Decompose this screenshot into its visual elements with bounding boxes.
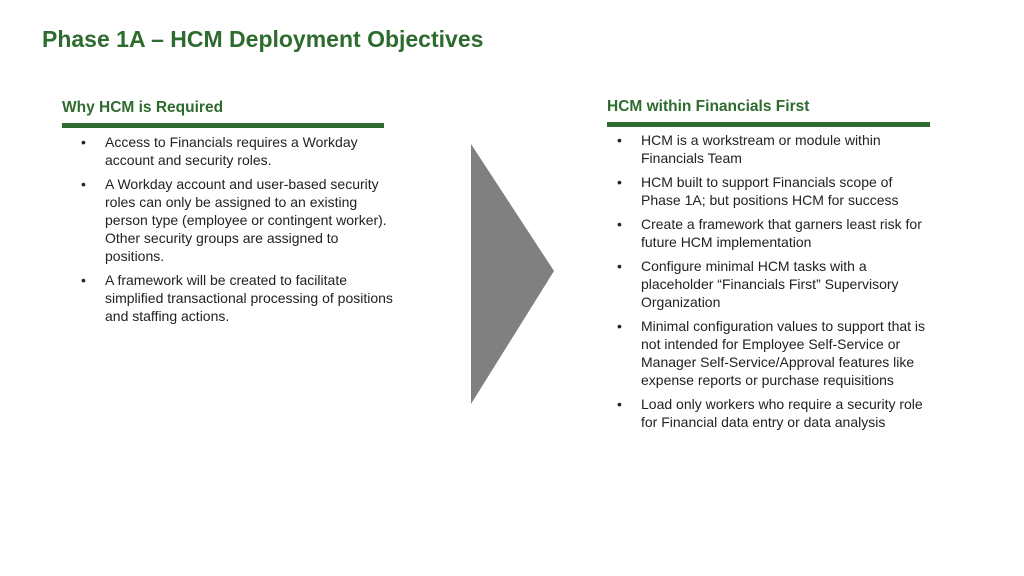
- arrow-shape: [471, 144, 554, 404]
- right-heading-rule: [607, 122, 930, 127]
- chevron-right-icon: [471, 144, 554, 404]
- bullet-icon: •: [81, 134, 86, 150]
- bullet-icon: •: [617, 258, 622, 274]
- right-column-heading: HCM within Financials First: [607, 98, 810, 115]
- bullet-icon: •: [81, 272, 86, 288]
- page-title: Phase 1A – HCM Deployment Objectives: [42, 26, 484, 52]
- list-item: [617, 395, 929, 431]
- bullet-icon: •: [617, 216, 622, 232]
- bullet-icon: •: [617, 396, 622, 412]
- bullet-icon: •: [617, 174, 622, 190]
- list-item-text: A framework will be created to facilitate simplified transactional processing of positions and staffing actions.: [105, 272, 393, 324]
- list-item-text: Access to Financials requires a Workday account and security roles.: [105, 134, 358, 168]
- bullet-icon: •: [81, 176, 86, 192]
- list-item-text: HCM is a workstream or module within Financials Team: [641, 132, 881, 166]
- right-bullet-list: [617, 131, 929, 437]
- list-item: [81, 133, 393, 169]
- list-item-text: Load only workers who require a security role for Financial data entry or data analysis: [641, 396, 923, 430]
- list-item-text: Configure minimal HCM tasks with a placeholder “Financials First” Supervisory Organization: [641, 258, 899, 310]
- list-item: [617, 215, 929, 251]
- bullet-icon: •: [617, 318, 622, 334]
- left-column-heading: Why HCM is Required: [62, 99, 224, 116]
- list-item: [617, 131, 929, 167]
- left-bullet-list: [81, 133, 393, 331]
- list-item: [81, 271, 393, 325]
- list-item-text: Minimal configuration values to support that is not intended for Employee Self-Service or Manager Self-Service/Approval features like expense reports or purchase requisitions: [641, 318, 926, 388]
- list-item-text: HCM built to support Financials scope of Phase 1A; but positions HCM for success: [641, 174, 899, 208]
- left-heading-rule: [62, 123, 384, 128]
- bullet-icon: •: [617, 132, 622, 148]
- list-item: [617, 173, 929, 209]
- list-item-text: A Workday account and user-based security roles can only be assigned to an existing person type (employee or contingent worker). Other security groups are assigned to positions.: [105, 176, 387, 264]
- list-item: [81, 175, 393, 265]
- list-item: [617, 317, 929, 389]
- list-item: [617, 257, 929, 311]
- list-item-text: Create a framework that garners least risk for future HCM implementation: [641, 216, 922, 250]
